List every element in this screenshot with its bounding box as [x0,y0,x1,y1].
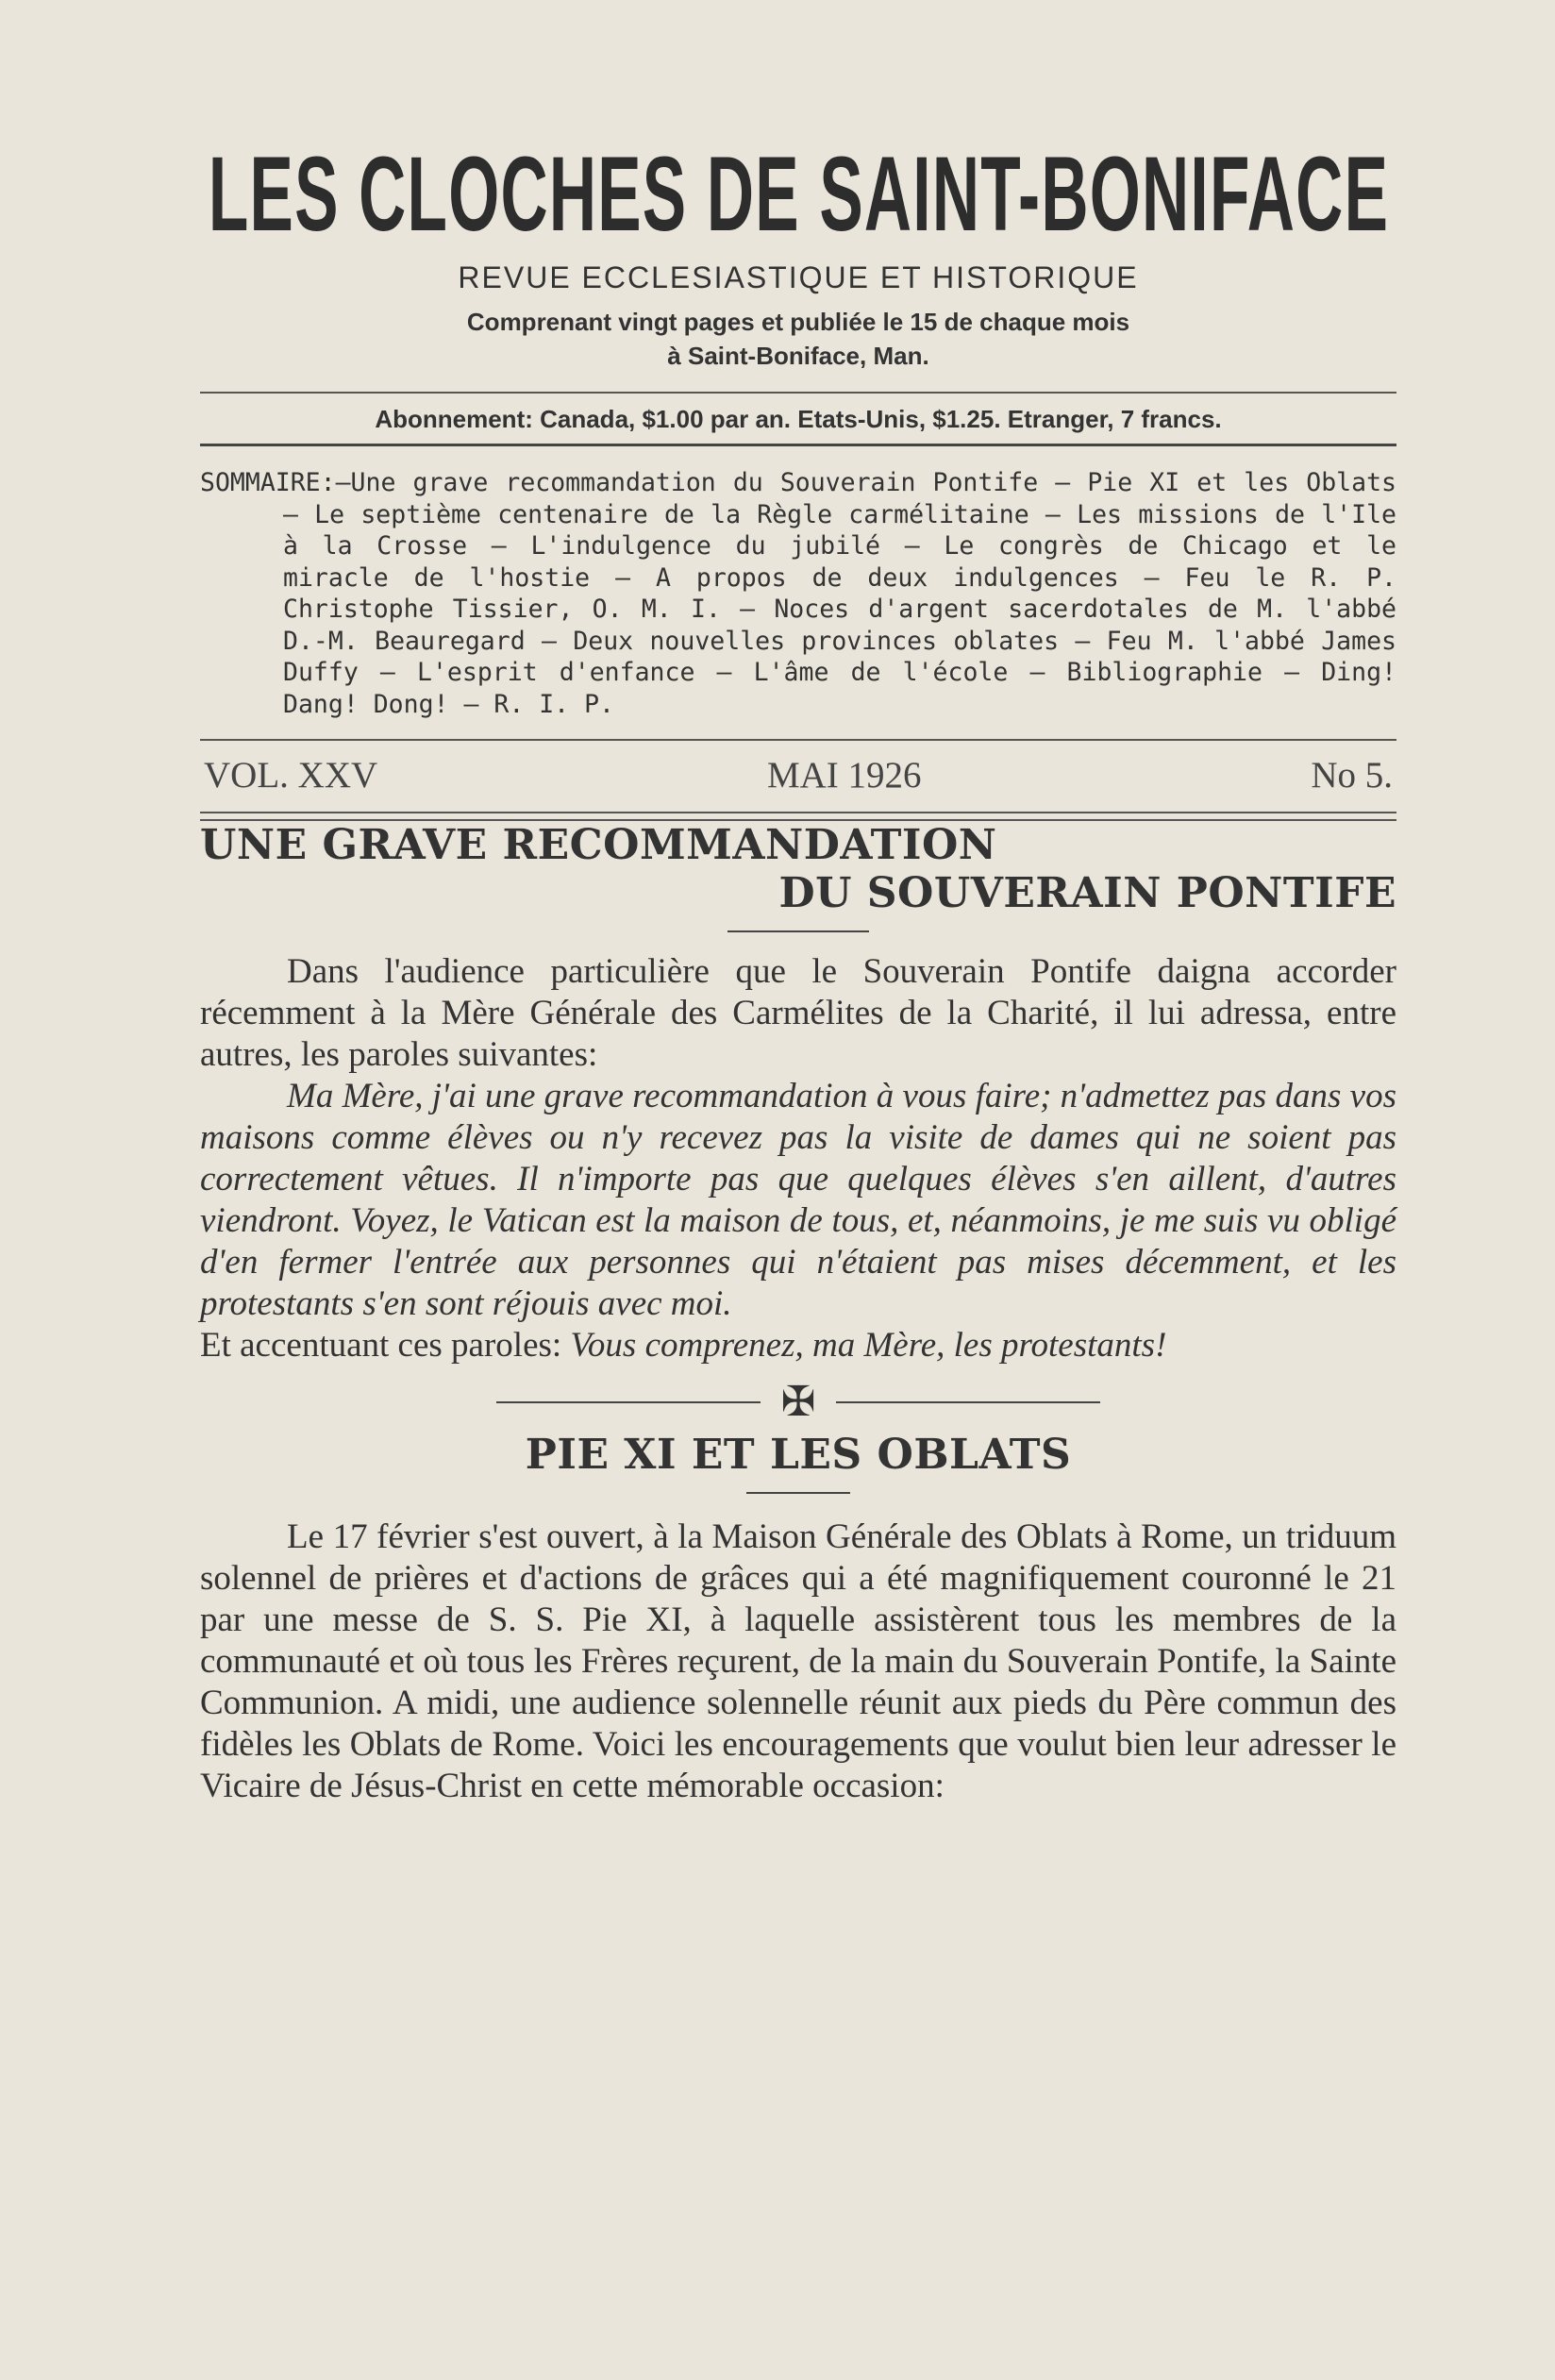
tagline-line-1: Comprenant vingt pages et publiée le 15 de chaque mois [466,308,1130,336]
article-heading: PIE XI ET LES OBLATS [525,1431,1072,1479]
article-paragraph: Dans l'audience particulière que le Souverain Pontife daigna accorder récemment à la Mère Générale des Carmélites de la Charité, il lui adressa, entre autres, les paroles suivantes: [200,952,1396,1074]
closing-quote: Vous comprenez, ma Mère, les protestants! [570,1326,1167,1365]
volume-label: VOL. XXV [204,755,378,796]
article-paragraph: Le 17 février s'est ouvert, à la Maison Générale des Oblats à Rome, un triduum solennel de prières et d'actions de grâces qui a été magnifiquement couronné le 21 par une messe de S. S. Pie XI, à laquelle assistèrent tous les membres de la communauté et où tous les Frères reçurent, de la main du Souverain Pontife, la Sainte Communion. A midi, une audience solennelle réunit aux pieds du Père commun des fidèles les Oblats de Rome. Voici les encouragements que voulut bien leur adresser le Vicaire de Jésus-Christ en cette mémorable occasion: [200,1517,1396,1805]
tagline-line-2: à Saint-Boniface, Man. [667,342,929,370]
article-quote: Ma Mère, j'ai une grave recommandation à vous faire; n'admettez pas dans vos maisons comme élèves ou n'y recevez pas la visite de dames qui ne soient pas correctement vêtues. Il n'importe pas que quelques élèves s'en aillent, d'autres viendront. Voyez, le Vatican est la maison de tous, et, néanmoins, je me suis vu obligé d'en fermer l'entrée aux personnes qui n'étaient pas mises décemment, et les protestants s'en sont réjouis avec moi. [200,1077,1396,1323]
article-closing [200,1325,1396,1366]
article-heading-line-2: DU SOUVERAIN PONTIFE [778,869,1396,917]
divider-line [496,1401,761,1403]
article-heading-line-1: UNE GRAVE RECOMMANDATION [200,821,997,869]
masthead-tagline [200,305,1396,373]
masthead-subtitle: REVUE ECCLESIASTIQUE ET HISTORIQUE [458,260,1139,294]
article-body [200,1517,1396,1807]
page [200,135,1396,1807]
heading-underline [746,1492,850,1494]
closing-prefix: Et accentuant ces paroles: [200,1326,571,1365]
section-divider [200,1378,1396,1426]
issue-date: MAI 1926 [766,755,922,796]
article-body [200,951,1396,1366]
double-rule [200,812,1396,821]
issue-number: No 5. [1311,755,1393,796]
heading-underline [727,930,869,932]
cross-icon: ✠ [780,1378,816,1426]
table-of-contents: SOMMAIRE:—Une grave recommandation du Souverain Pontife — Pie XI et les Oblats — Le septième centenaire de la Règle carmélitaine — Les missions de l'Ile à la Crosse — L'indulgence du jubilé — Le congrès de Chicago et le miracle de l'hostie — A propos de deux indulgences — Feu le R. P. Christophe Tissier, O. M. I. — Noces d'argent sacerdotales de M. l'abbé D.-M. Beauregard — Deux nouvelles provinces oblates — Feu M. l'abbé James Duffy — L'esprit d'enfance — L'âme de l'école — Bibliographie — Ding! Dang! Dong! — R. I. P. [200,468,1396,719]
masthead-title: LES CLOCHES DE SAINT-BONIFACE [208,135,1390,253]
issue-line [200,741,1396,812]
divider-line [836,1401,1100,1403]
subscription-info: Abonnement: Canada, $1.00 par an. Etats-Unis, $1.25. Etranger, 7 francs. [375,405,1222,433]
